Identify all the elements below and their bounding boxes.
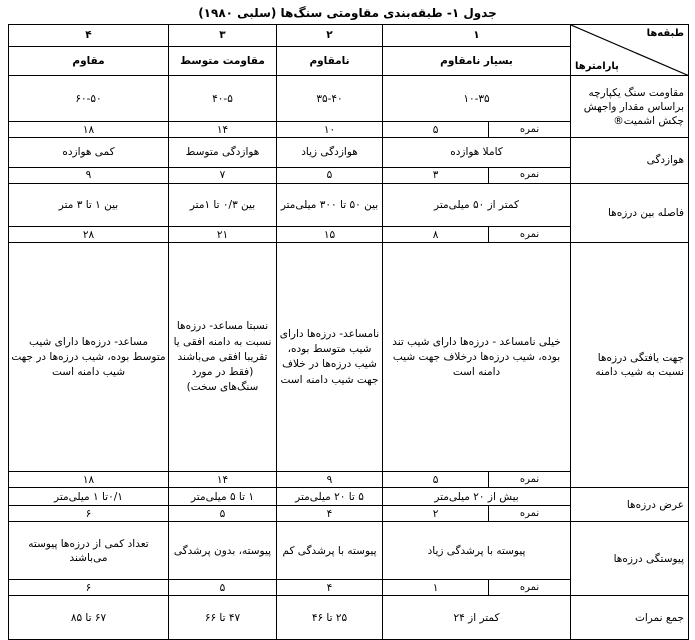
score-cell: ۱۴ — [169, 472, 277, 488]
score-cell: ۵ — [169, 506, 277, 522]
table-row — [9, 488, 689, 506]
score-label: نمره — [489, 472, 571, 488]
table-row — [9, 138, 689, 167]
score-cell: ۱۸ — [9, 122, 169, 138]
score-cell: ۳ — [383, 167, 489, 183]
class-number-4: ۴ — [9, 25, 169, 47]
value-cell: نسبتا مساعد- درزه‌ها نسبت به دامنه افقی یا تقریبا افقی می‌باشند (فقط در مورد سنگ‌های سخت) — [169, 243, 277, 472]
classes-label: طبقه‌ها — [646, 28, 685, 39]
total-cell: ۲۵ تا ۴۶ — [277, 596, 383, 640]
class-name-1: بسیار نامقاوم — [383, 47, 571, 76]
score-cell: ۱۵ — [277, 227, 383, 243]
param-weathering: هوازدگی — [571, 138, 689, 183]
value-cell: ۶۰-۵۰ — [9, 76, 169, 122]
class-name-2: نامقاوم — [277, 47, 383, 76]
table-caption: جدول ۱- طبقه‌بندی مقاومتی سنگ‌ها (سلبی ۱۹۸۰) — [198, 6, 497, 20]
value-cell: هوازدگی زیاد — [277, 138, 383, 167]
score-cell: ۶ — [9, 580, 169, 596]
score-cell: ۱۰ — [277, 122, 383, 138]
value-cell: کمتر از ۵۰ میلی‌متر — [383, 183, 571, 227]
value-cell: هوازدگی متوسط — [169, 138, 277, 167]
score-cell: ۵ — [383, 122, 489, 138]
value-cell: ۰/۱تا ۱ میلی‌متر — [9, 488, 169, 506]
value-cell: بین ۱ تا ۳ متر — [9, 183, 169, 227]
score-cell: ۲۱ — [169, 227, 277, 243]
rock-strength-table — [8, 24, 689, 640]
score-label: نمره — [489, 167, 571, 183]
param-joint-orientation: جهت یافتگی درزه‌ها نسبت به شیب دامنه — [571, 243, 689, 488]
score-cell: ۷ — [169, 167, 277, 183]
class-name-4: مقاوم — [9, 47, 169, 76]
table-row — [9, 522, 689, 580]
score-cell: ۹ — [9, 167, 169, 183]
score-cell: ۲ — [383, 506, 489, 522]
param-total: جمع نمرات — [571, 596, 689, 640]
class-number-2: ۲ — [277, 25, 383, 47]
score-cell: ۵ — [383, 472, 489, 488]
value-cell: ۱ تا ۵ میلی‌متر — [169, 488, 277, 506]
value-cell: بین ۵۰ تا ۳۰۰ میلی‌متر — [277, 183, 383, 227]
score-cell: ۵ — [169, 580, 277, 596]
score-cell: ۵ — [277, 167, 383, 183]
value-cell: پیوسته با پرشدگی کم — [277, 522, 383, 580]
score-label: نمره — [489, 506, 571, 522]
score-label: نمره — [489, 227, 571, 243]
class-name-3: مقاومت متوسط — [169, 47, 277, 76]
table-row — [9, 183, 689, 227]
total-row — [9, 596, 689, 640]
param-rock-strength: مقاومت سنگ یکپارچه براساس مقدار واجهش چکش اشمیت® — [571, 76, 689, 138]
total-cell: ۴۷ تا ۶۶ — [169, 596, 277, 640]
param-joint-continuity: پیوستگی درزه‌ها — [571, 522, 689, 596]
score-cell: ۲۸ — [9, 227, 169, 243]
value-cell: نامساعد- درزه‌ها دارای شیب متوسط بوده، شیب درزه‌ها در خلاف جهت شیب دامنه است — [277, 243, 383, 472]
value-cell: تعداد کمی از درزه‌ها پیوسته می‌باشند — [9, 522, 169, 580]
header-numbers-row — [9, 25, 689, 47]
score-cell: ۱۸ — [9, 472, 169, 488]
score-cell: ۱۴ — [169, 122, 277, 138]
score-cell: ۱ — [383, 580, 489, 596]
value-cell: ۳۵-۴۰ — [277, 76, 383, 122]
value-cell: پیوسته، بدون پرشدگی — [169, 522, 277, 580]
total-cell: ۶۷ تا ۸۵ — [9, 596, 169, 640]
score-label: نمره — [489, 122, 571, 138]
value-cell: بیش از ۲۰ میلی‌متر — [383, 488, 571, 506]
value-cell: ۱۰-۳۵ — [383, 76, 571, 122]
score-label: نمره — [489, 580, 571, 596]
class-number-3: ۳ — [169, 25, 277, 47]
header-corner-cell — [571, 25, 689, 76]
class-number-1: ۱ — [383, 25, 571, 47]
value-cell: مساعد- درزه‌ها دارای شیب متوسط بوده، شیب درزه‌ها در جهت شیب دامنه است — [9, 243, 169, 472]
score-cell: ۸ — [383, 227, 489, 243]
value-cell: پیوسته با پرشدگی زیاد — [383, 522, 571, 580]
value-cell: ۵ تا ۲۰ میلی‌متر — [277, 488, 383, 506]
score-cell: ۴ — [277, 506, 383, 522]
param-joint-width: عرض درزه‌ها — [571, 488, 689, 522]
value-cell: کمی هوازده — [9, 138, 169, 167]
total-cell: کمتر از ۲۴ — [383, 596, 571, 640]
params-label: پارامترها — [575, 60, 619, 72]
score-cell: ۶ — [9, 506, 169, 522]
score-cell: ۴ — [277, 580, 383, 596]
table-row — [9, 243, 689, 472]
param-joint-spacing: فاصله بین درزه‌ها — [571, 183, 689, 243]
value-cell: ۴۰-۵ — [169, 76, 277, 122]
value-cell: بین ۰/۳ تا ۱متر — [169, 183, 277, 227]
value-cell: کاملا هوازده — [383, 138, 571, 167]
score-cell: ۹ — [277, 472, 383, 488]
table-row — [9, 76, 689, 122]
value-cell: خیلی نامساعد - درزه‌ها دارای شیب تند بوده، شیب درزه‌ها درخلاف جهت شیب دامنه است — [383, 243, 571, 472]
